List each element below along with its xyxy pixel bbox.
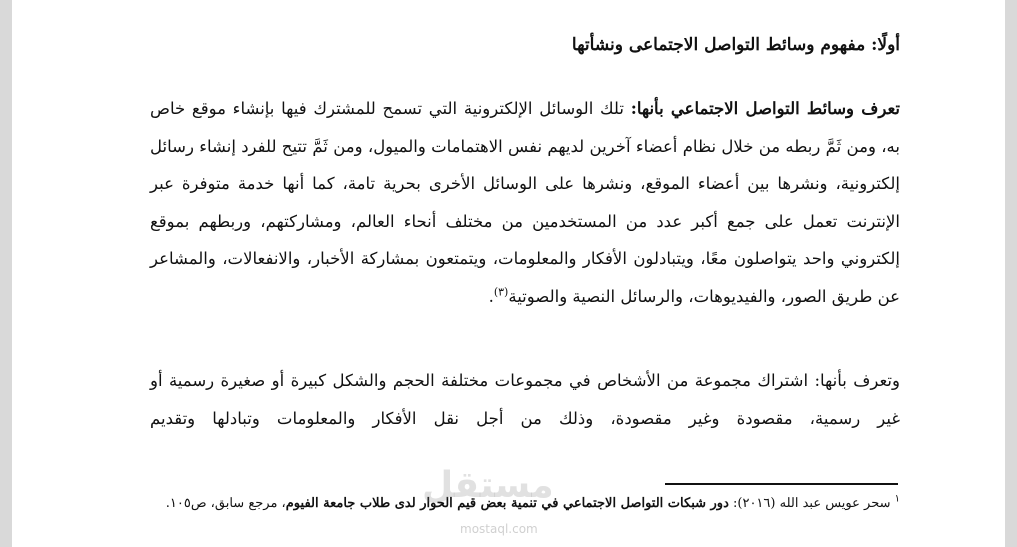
definition-lead: تعرف وسائط التواصل الاجتماعي بأنها: bbox=[630, 99, 900, 118]
watermark-logo: مستقل bbox=[422, 465, 554, 506]
paragraph-end: . bbox=[488, 286, 494, 306]
definition-paragraph-2: وتعرف بأنها: اشتراك مجموعة من الأشخاص في مجموعات مختلفة الحجم والشكل كبيرة أو صغيرة رسمية أو غير رسمية، مقصودة وغير مقصودة، وذلك من أجل نقل الأفكار والمعلومات وتبادلها وتقديم bbox=[150, 371, 900, 428]
definition-body: تلك الوسائل الإلكترونية التي تسمح للمشترك فيها بإنشاء موقع خاص به، ومن ثَمَّ ربطه من خلال نظام أعضاء آخرين لديهم نفس الاهتمامات والميول، ومن ثَمَّ تتيح للفرد إنشاء رسائل إلكترونية، ونشرها بين أعضاء الموقع، ونشرها على الوسائل الأخرى بحرية تامة، كما أنها خدمة متوفرة عبر الإنترنت تعمل على جمع أكبر عدد من المستخدمين من مختلف أنحاء العالم، ومشاركتهم، وربطهم بموقع إلكتروني واحد يتواصلون معًا، ويتبادلون الأفكار والمعلومات، ويتمتعون بمشاركة الأخبار، والانفعالات، والمشاعر عن طريق الصور، والفيديوهات، والرسائل النصية والصوتية bbox=[150, 99, 900, 306]
footnote-rest: ، مرجع سابق، ص١٠٥. bbox=[165, 496, 286, 511]
definition-paragraph-1 bbox=[150, 90, 900, 315]
right-page-margin bbox=[1005, 0, 1017, 547]
footnote-title: دور شبكات التواصل الاجتماعي في تنمية بعض قيم الحوار لدى طلاب جامعة الفيوم bbox=[285, 496, 729, 511]
watermark-url: mostaql.com bbox=[460, 522, 538, 536]
footnote-reference[interactable]: (٣) bbox=[493, 285, 509, 298]
footnote bbox=[150, 491, 900, 517]
footnote-divider bbox=[665, 483, 898, 485]
section-heading: أولًا: مفهوم وسائط التواصل الاجتماعى ونشأتها bbox=[571, 35, 900, 55]
footnote-author: سحر عويس عبد الله (٢٠١٦): bbox=[728, 496, 895, 511]
footnote-number: ١ bbox=[894, 493, 900, 505]
left-page-margin bbox=[0, 0, 12, 547]
